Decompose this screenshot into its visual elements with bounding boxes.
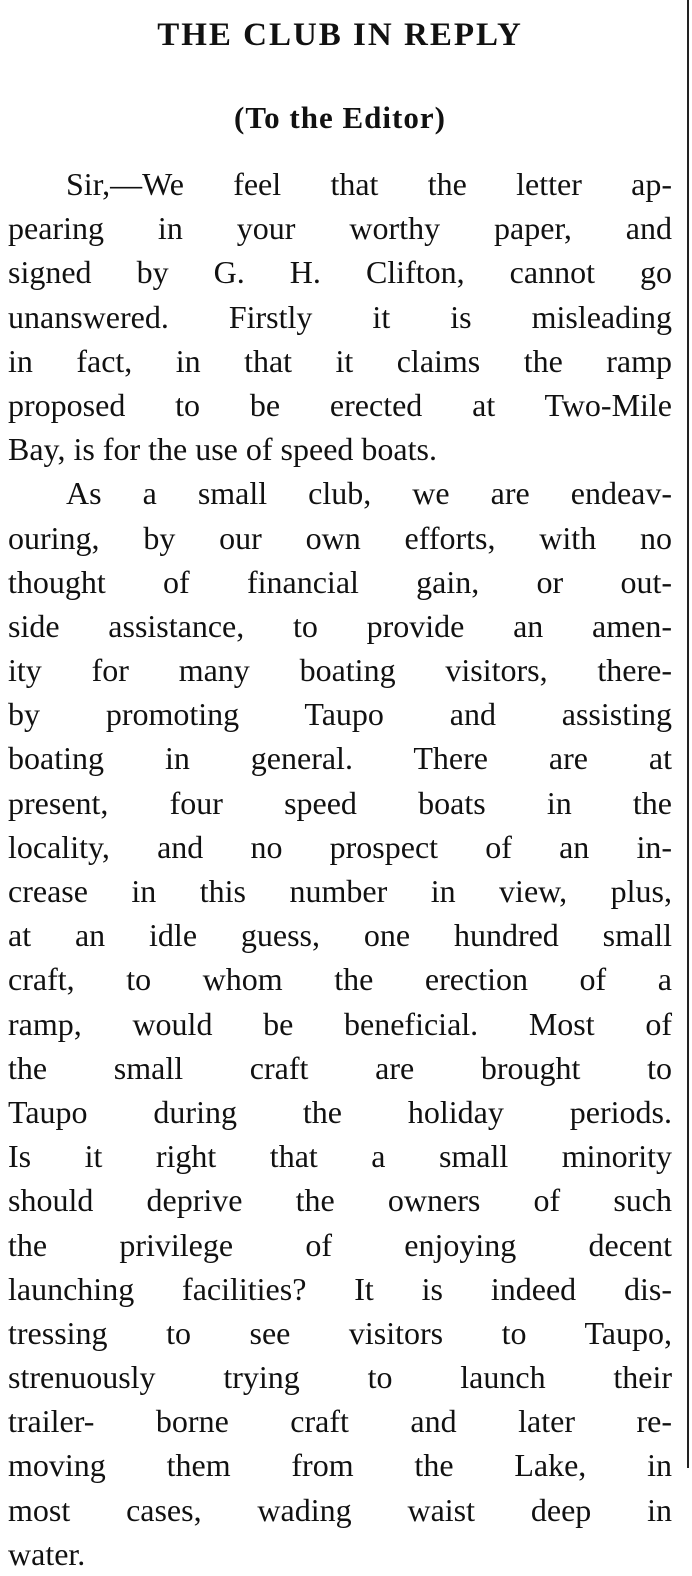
text-line: proposed to be erected at Two-Mile [8,386,672,423]
text-line: at an idle guess, one hundred small [8,917,672,954]
text-line: ity for many boating visitors, there- [8,652,672,689]
text-line: Is it right that a small minority [8,1138,672,1175]
text-line: the privilege of enjoying decent [8,1226,672,1263]
text-line: locality, and no prospect of an in- [8,828,672,865]
text-line: the small craft are brought to [8,1049,672,1086]
subheadline: (To the Editor) [234,100,446,135]
text-line: thought of financial gain, or out- [8,563,672,600]
column-rule [687,0,689,1468]
text-line: present, four speed boats in the [8,784,672,821]
text-line: crease in this number in view, plus, [8,873,672,909]
text-line: pearing in your worthy paper, and [8,210,672,247]
text-line: Sir,—We feel that the letter ap- [66,166,672,202]
headline: THE CLUB IN REPLY [157,17,523,53]
text-line: ouring, by our own efforts, with no [8,519,672,556]
text-line: craft, to whom the erection of a [8,961,672,998]
text-line: trailer- borne craft and later re- [8,1403,672,1440]
text-line: launching facilities? It is indeed dis- [8,1270,672,1307]
text-line: Bay, is for the use of speed boats. [8,431,437,468]
text-line: should deprive the owners of such [8,1182,672,1219]
text-line: unanswered. Firstly it is misleading [8,298,672,335]
text-line: ramp, would be beneficial. Most of [8,1005,672,1042]
text-line: most cases, wading waist deep in [8,1491,672,1528]
text-line: by promoting Taupo and assisting [8,696,672,733]
text-line: Taupo during the holiday periods. [8,1093,672,1130]
text-line: strenuously trying to launch their [8,1359,672,1396]
text-line: signed by G. H. Clifton, cannot go [8,254,672,291]
paragraph-1 [8,162,672,471]
text-line: water. [8,1535,86,1572]
text-line: tressing to see visitors to Taupo, [8,1314,672,1351]
paragraph-2 [8,471,672,1576]
text-line: As a small club, we are endeav- [66,475,672,512]
text-line: boating in general. There are at [8,740,672,777]
article-body [8,162,672,1576]
text-line: in fact, in that it claims the ramp [8,342,672,379]
text-line: side assistance, to provide an amen- [8,607,672,644]
text-line: moving them from the Lake, in [8,1447,672,1484]
